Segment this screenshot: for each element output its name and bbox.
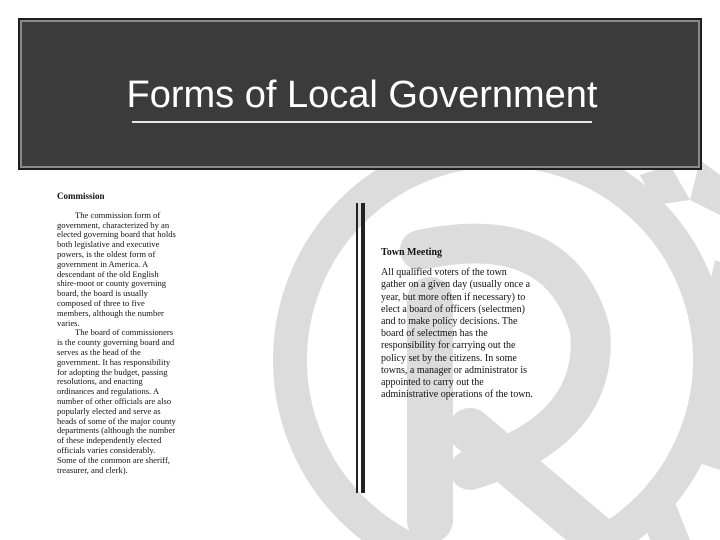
divider-line-thick [361,203,365,493]
title-underline [132,121,592,123]
slide-title: Forms of Local Government [126,74,598,116]
town-meeting-heading: Town Meeting [381,247,443,258]
divider-line-thin [356,203,358,493]
title-band [18,18,702,170]
town-meeting-paragraph: All qualified voters of the town gather on a given day (usually once a year, but more often if necessary) to elect a board of officers (selectmen) and to make policy decisions. The board of selectmen has the responsibility for carrying out the policy set by the citizens. In some towns, a manager or administrator is appointed to carry out the administrative operations of the town. [381,267,533,401]
commission-paragraph-1: The commission form of government, characterized by an elected governing board that holds both legislative and executive powers, is the oldest form of government in America. A descendant of the old English shire-moot or county governing board, the board is usually composed of three to five members, although the number varies. [57,209,176,328]
commission-paragraph-2: The board of commissioners is the county governing board and serves as the head of the government. It has responsibility for adopting the budget, passing resolutions, and enacting ordinances and regulations. A number of other officials are also popularly elected and serve as heads of some of the major county departments (although the number of these independently elected officials varies considerably. Some of the common are sheriff, treasurer, and clerk). [57,327,176,475]
commission-heading: Commission [57,191,105,201]
commission-column [57,192,177,475]
column-divider [356,203,365,493]
town-meeting-column [381,247,533,401]
